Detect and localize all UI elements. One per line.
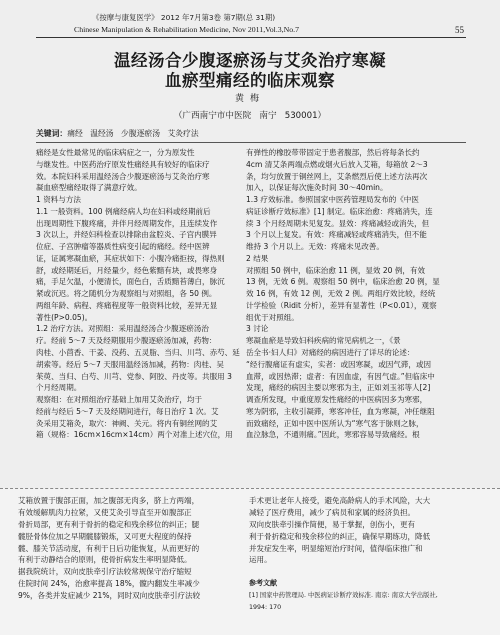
text-line: 3 次以上，并经妇科检查以排除由盆腔炎、子宫内膜异 bbox=[36, 230, 217, 240]
text-line: 髋、膝关节活动度，有利于日后功能恢复，从而更好的 bbox=[18, 543, 200, 553]
header-rule bbox=[36, 37, 466, 38]
keywords-rule bbox=[36, 142, 466, 143]
text-line: 箱（规格：16cm×16cm×14cm）两个对准上述穴位，用 bbox=[36, 430, 233, 440]
references-title: 参考文献 bbox=[249, 579, 277, 588]
article-title-line1: 温经汤合少腹逐瘀汤与艾灸治疗寒凝 bbox=[114, 51, 386, 70]
text-line: 1.2 治疗方法。对照组：采用温经汤合少腹逐瘀汤治 bbox=[36, 324, 209, 334]
text-line: 发现，痛经的病因主要以寒邪为主，正如刘玉祁等人[2] bbox=[246, 383, 431, 393]
text-line: 证，证属寒凝血瘀，其症状如下：小腹冷痛拒按，得热则 bbox=[36, 253, 225, 263]
reference-item: 1994: 170 bbox=[249, 604, 282, 612]
bottom-right-lines bbox=[249, 495, 467, 566]
text-line: 并发症发生率，明显缩短治疗时间，值得临床推广和 bbox=[249, 543, 423, 553]
text-line: 血泣脉急，不通则痛。”因此，寒邪容易导致痛经。根 bbox=[246, 430, 420, 440]
text-line: 9%，各类并发症减少 21%，同时双向皮肤牵引疗法较 bbox=[18, 591, 201, 601]
text-line: 手术更让老年人接受，避免高龄病人的手术风险，大大 bbox=[249, 496, 431, 505]
right-column bbox=[246, 147, 464, 441]
journal-header-cn: 《按摩与康复医学》 2012 年7月第3卷 第7期(总 31期) bbox=[92, 13, 276, 22]
text-line: 著性(P>0.05)。 bbox=[36, 312, 93, 322]
text-line: 有弹性的橡胶带带固定于患者腹部，然后将每条长约 bbox=[246, 148, 420, 157]
text-line: 肉桂、小茴香、干姜、没药、五灵脂、当归、川芎、赤芍、延 bbox=[36, 348, 240, 358]
text-line: 凝血瘀型痛经取得了满意疗效。 bbox=[36, 183, 142, 193]
text-line: 出现周期性下腹疼痛，并伴月经周期发作，且连续发作 bbox=[36, 218, 218, 228]
page-number: 55 bbox=[455, 25, 464, 35]
keywords-text: 痛经 温经汤 少腹逐瘀汤 艾灸疗法 bbox=[67, 129, 199, 138]
affiliation: （广西南宁市中医院 南宁 530001） bbox=[173, 111, 327, 121]
text-line: 有效缓解肌肉力拉紧，又使艾灸引导直至开如腹部正 bbox=[18, 507, 192, 517]
text-line: 经前与经后 5～7 天及经期间进行，每日治疗 1 次。艾 bbox=[36, 406, 219, 416]
text-line: 位症、子宫肿瘤等器质性病变引起的痛经。经中医辨 bbox=[36, 242, 210, 252]
bottom-left-column bbox=[18, 495, 236, 602]
keywords-label: 关键词： bbox=[36, 129, 68, 138]
text-line: 寒为阴邪，主收引凝滞，寒客冲任，血为寒凝，冲任继阻 bbox=[246, 406, 435, 416]
text-line: 利于骨折稳定和残余移位的纠正，确保早期练功，降低 bbox=[249, 531, 431, 541]
text-line: 观察组：在对照组治疗基础上加用艾灸治疗，均于 bbox=[36, 395, 203, 405]
text-line: 1.3 疗效标准。参照国家中医药管理局发布的《中医 bbox=[246, 195, 419, 205]
text-line: 调查所发现，中重度原发性痛经的中医病因多为寒邪， bbox=[246, 395, 428, 405]
text-line: 效。本院妇科采用温经汤合少腹逐瘀汤与艾灸治疗寒 bbox=[36, 171, 210, 181]
text-line: 个月经周期。 bbox=[36, 383, 82, 393]
text-line: 住院时间 24%，治愈率提高 18%，髋内翻发生率减少 bbox=[18, 579, 200, 589]
text-line: 髋胫骨体位加之早期髋膝锻炼，又可更大程度的保持 bbox=[18, 531, 192, 541]
text-line: 两组年龄、病程、疼痛程度等一般资料比较，差异无显 bbox=[36, 300, 218, 310]
text-line: 维持 3 个月以上。无效：疼痛未见改善。 bbox=[246, 242, 384, 252]
text-line: 病证诊断疗效标准》[1] 制定。临床治愈：疼痛消失，连 bbox=[246, 206, 433, 216]
text-line: 计学检验（Ridit 分析），差异有显著性（P<0.01），观察 bbox=[246, 300, 437, 310]
text-line: 运用。 bbox=[249, 555, 272, 565]
text-line: 茱萸、当归、白芍、川芎、党参、阿胶、丹皮等。共服用 3 bbox=[36, 371, 232, 381]
text-line: 岳全书·妇人归》对痛经的病因进行了详尽的论述： bbox=[246, 348, 415, 358]
text-line: 胡索等。经后 5～7 天服用温经汤加减，药物：肉桂、吴 bbox=[36, 359, 224, 369]
references-list bbox=[249, 590, 467, 614]
keywords bbox=[36, 128, 199, 139]
text-line: 疗。经前 5～7 天及经期服用少腹逐瘀汤加减，药物： bbox=[36, 336, 217, 346]
text-line: 1.1 一般资料。100 例痛经病人均在妇科或经期前后 bbox=[36, 206, 211, 216]
text-line: 4cm 清艾条两端点燃或烟火后放入艾箱，每箱放 2～3 bbox=[246, 159, 428, 169]
text-line: 13 例，无效 6 例。观察组 50 例中，临床治愈 20 例，显 bbox=[246, 277, 440, 287]
left-column bbox=[36, 147, 244, 441]
text-line: 续 3 个月经周期未见复发。显效：疼痛减轻或消失，但 bbox=[246, 218, 430, 228]
bottom-right-column bbox=[249, 495, 467, 614]
text-line: 有利于动静结合的原则，使骨折病发生率明显降低。 bbox=[18, 555, 192, 565]
text-line: 加入，以保证每次施灸时间 30～40min。 bbox=[246, 183, 388, 193]
fold-line bbox=[0, 488, 500, 489]
text-line: 条，均匀放置于铜丝网上，艾条燃烈后使上述方法再次 bbox=[246, 171, 428, 181]
text-line: 灸采用艾箱灸，取穴：神阙、关元。将内有铜丝网的艾 bbox=[36, 418, 218, 428]
text-line: 双向皮肤牵引操作简便，易于掌握，创伤小，更有 bbox=[249, 519, 416, 529]
text-line: 组优于对照组。 bbox=[246, 312, 299, 322]
text-line: 效 16 例，有效 12 例，无效 2 例。两组疗效比较，经统 bbox=[246, 289, 436, 299]
text-line: 痛，手足欠温，小便清长，面色白，舌质黯苔薄白，脉沉 bbox=[36, 277, 225, 287]
text-line: 寒凝血瘀是导致妇科疾病的常见病机之一，《景 bbox=[246, 336, 401, 346]
text-line: 2 结果 bbox=[246, 253, 269, 263]
text-line: 而致痛经，正如中医中医所认为“寒气客于脉则之脉， bbox=[246, 418, 424, 428]
journal-header-en: Chinese Manipulation & Rehabilitation Medicine, Nov 2011,Vol.3,No.7 bbox=[74, 25, 300, 34]
text-line: 3 讨论 bbox=[246, 324, 269, 334]
text-line: 1 资料与方法 bbox=[36, 195, 81, 205]
author: 黄梅 bbox=[234, 94, 265, 104]
text-line: 3 个月以上复发。有效：疼痛减轻或疼痛消失，但不能 bbox=[246, 230, 427, 240]
text-line: 血滞，或因热滞；虚者：有因血虚，有因气虚。”但临床中 bbox=[246, 371, 435, 381]
text-line: 据我院统计，双向皮肤牵引疗法较常规保守治疗缩短 bbox=[18, 567, 192, 577]
reference-item: [1] 国家中药管理局. 中医病证诊断疗效标准. 南京: 南京大学出版社, bbox=[249, 592, 438, 600]
blank-line bbox=[249, 566, 467, 578]
text-line: 减轻了医疗费用，减少了病员和家属的经济负担。 bbox=[249, 507, 416, 517]
text-line: 对照组 50 例中，临床治愈 11 例，显效 20 例，有效 bbox=[246, 265, 426, 275]
text-line: “经行腹痛证有虚实，实者：或因寒凝，或因气滞，或因 bbox=[246, 359, 432, 369]
text-line: 痛经是女性最常见的临床病症之一，分为原发性 bbox=[36, 148, 195, 157]
text-line: 与继发性。中医药治疗原发性痛经具有较好的临床疗 bbox=[36, 159, 210, 169]
text-line: 舒，或经期延后，月经量少，经色紫黯有块，或畏寒身 bbox=[36, 265, 218, 275]
text-line: 艾箱放置于腹部正面，加之腹部无肉多，脐上方两端， bbox=[18, 496, 200, 505]
text-line: 骨折局部，更有利于骨折的稳定和残余移位的纠正；腿 bbox=[18, 519, 200, 529]
article-title-line2: 血瘀型痛经的临床观察 bbox=[165, 71, 335, 90]
text-line: 紧或沉迟。将之随机分为观察组与对照组，各 50 例。 bbox=[36, 289, 217, 299]
